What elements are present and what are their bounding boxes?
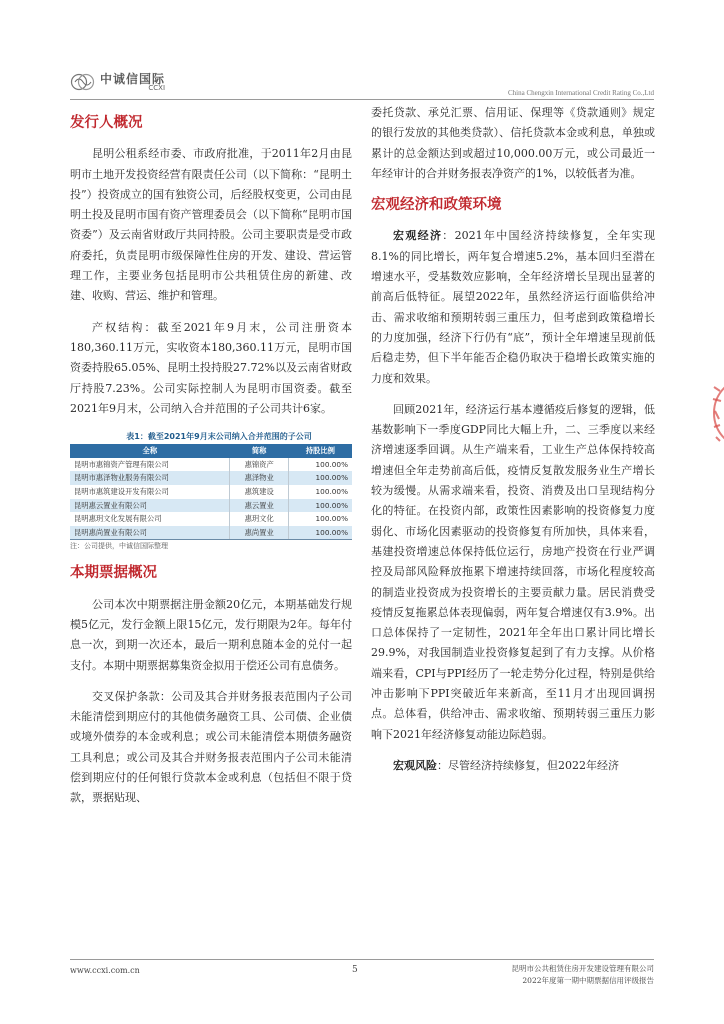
footer-website[interactable]: www.ccxi.com.cn [70,966,140,975]
section-heading-issuer: 发行人概况 [70,115,143,131]
cell-full: 昆明市惠泽物业服务有限公司 [70,471,230,485]
cell-full: 昆明惠尚置业有限公司 [70,526,230,540]
notes-paragraph-2: 交叉保护条款：公司及其合并财务报表范围内子公司未能清偿到期应付的其他债务融资工具、公司债、企业债或境外债券的本金或利息；或公司未能清偿本期债务融资工具利息；或公司及其合并财务报表范围内子公司未能清偿到期应付的任何银行贷款本金或利息（包括但不限于贷款，票据贴现、 [70,689,352,805]
table-header-pct: 持股比例 [289,444,352,458]
ccxi-logo-icon [70,72,96,92]
section-heading-macro: 宏观经济和政策环境 [371,197,502,214]
table-note: 注：公司提供，中诚信国际整理 [70,542,168,551]
cell-short: 惠锦资产 [230,458,289,472]
table-row [70,512,352,526]
cell-short: 惠玥文化 [230,512,289,526]
cell-short: 惠云置业 [230,499,289,513]
footer-report: 2022年度第一期中期票据信用评级报告 [522,976,654,985]
company-english-name: China Chengxin International Credit Rating Co.,Ltd [507,89,654,97]
macro-label: 宏观经济 [393,229,443,243]
footer-company: 昆明市公共租赁住房开发建设管理有限公司 [511,964,654,973]
macro-paragraph-1 [371,226,655,388]
macro-paragraph-3 [371,756,655,776]
table-row [70,526,352,540]
table-header-full: 全称 [70,444,230,458]
cell-full: 昆明市惠锦资产管理有限公司 [74,459,169,469]
macro-risk-label: 宏观风险 [393,758,437,772]
table-header-short: 简称 [230,444,289,458]
notes-paragraph-2-continued: 委托贷款、承兑汇票、信用证、保理等《贷款通则》规定的银行发放的其他类贷款）、信托贷款本金或利息，单独或累计的总金额达到或超过10,000.00万元，或公司最近一年经审计的合并财务报表净资产的1%，以较低者为准。 [371,106,655,180]
logo-cn-text: 中诚信国际 [100,71,166,86]
cell-pct: 100.00% [315,459,348,469]
notes-paragraph-1: 公司本次中期票据注册金额20亿元，本期基础发行规模5亿元，发行金额上限15亿元，发行期限为2年。每年付息一次，到期一次还本，最后一期利息随本金的兑付一起支付。本期中期票据募集资金拟用于偿还公司有息债务。 [70,597,352,672]
footer-divider [70,959,654,960]
cell-full: 昆明惠云置业有限公司 [70,499,230,513]
issuer-paragraph-1: 昆明公租系经市委、市政府批准，于2011年2月由昆明市土地开发投资经营有限责任公司（以下简称：“昆明土投”）投资成立的国有独资公司，后经股权变更，公司由昆明土投及昆明市国有资产管理委员会（以下简称“昆明市国资委”）及云南省财政厅共同持股。公司主要职责是受市政府委托，负责昆明市级保障性住房的开发、建设、营运管理工作，主要业务包括昆明市公共租赁住房的新建、改建、收购、营运、维护和管理。 [70,147,352,303]
issuer-paragraph-2: 产权结构：截至2021年9月末，公司注册资本180,360.11万元，实收资本180,360.11万元，昆明市国资委持股65.05%、昆明土投持股27.72%以及云南省财政厅持股7.23%。公司实际控制人为昆明市国资委。截至2021年9月末，公司纳入合并范围的子公司共计6家。 [70,320,352,415]
logo-en-text: CCXI [148,83,166,92]
cell-pct: 100.00% [289,526,352,540]
macro-paragraph-2: 回顾2021年，经济运行基本遵循疫后修复的逻辑，低基数影响下一季度GDP同比大幅上升，二、三季度以来经济增速逐季回调。从生产端来看，工业生产总体保持较高增速但全年走势前高后低，疫情反复散发服务业生产增长较为缓慢。从需求端来看，投资、消费及出口呈现结构分化的特征。在投资内部，政策性因素影响的投资修复力度弱化、市场化因素驱动的投资修复有所加快，具体来看，基建投资增速总体保持低位运行，房地产投资在行业严调控及局部风险释放拖累下增速持续回落，市场化程度较高的制造业投资成为投资增长的主要贡献力量。居民消费受疫情反复拖累总体表现偏弱，两年复合增速仅有3.9%。出口总体保持了一定韧性，2021年全年出口累计同比增长29.9%，对我国制造业投资修复起到了有力支撑。从价格端来看，CPI与PPI经历了一轮走势分化过程，特别是供给冲击影响下PPI突破近年来新高，至11月才出现回调拐点。总体看，供给冲击、需求收缩、预期转弱三重压力影响下2021年经济修复动能边际趋弱。 [371,402,655,741]
right-column [371,103,655,776]
cell-full: 昆明惠玥文化发展有限公司 [74,514,162,524]
cell-short: 惠尚置业 [230,526,289,540]
macro-text-1: ：2021年中国经济持续修复，全年实现8.1%的同比增长，两年复合增速5.2%，基本回归至潜在增速水平，受基数效应影响，全年经济增长呈现出显著的前高后低特征。展望2022年，虽然经济运行面临供给冲击、需求收缩和预期转弱三重压力，但考虑到政策稳增长的力度加强，经济下行仍有“底”，预计全年增速呈现前低后稳走势，但下半年能否企稳仍取决于稳增长政策实施的力度和效果。 [371,229,655,385]
table-row [70,485,352,499]
subsidiaries-table [70,444,352,540]
macro-text-3: ：尽管经济持续修复，但2022年经济 [437,758,619,772]
ccxi-logo [70,72,165,92]
table-header-row [70,444,352,458]
cell-short: 惠泽物业 [230,471,289,485]
table-row [70,471,352,485]
header-divider [70,99,654,100]
cell-pct: 100.00% [315,486,348,496]
table-title: 表1：截至2021年9月末公司纳入合并范围的子公司 [126,432,312,442]
cell-short: 惠筑建设 [230,485,289,499]
page-number: 5 [352,965,358,975]
table-row [70,458,352,472]
section-heading-notes: 本期票据概况 [70,565,157,582]
cell-full: 昆明市惠筑建设开发有限公司 [74,486,169,496]
table-row [70,499,352,513]
cell-pct: 100.00% [289,499,352,513]
seal-stamp-fragment [710,375,724,450]
footer-report-title [512,963,655,987]
cell-pct: 100.00% [315,514,348,524]
cell-pct: 100.00% [289,471,352,485]
left-column [70,113,352,809]
